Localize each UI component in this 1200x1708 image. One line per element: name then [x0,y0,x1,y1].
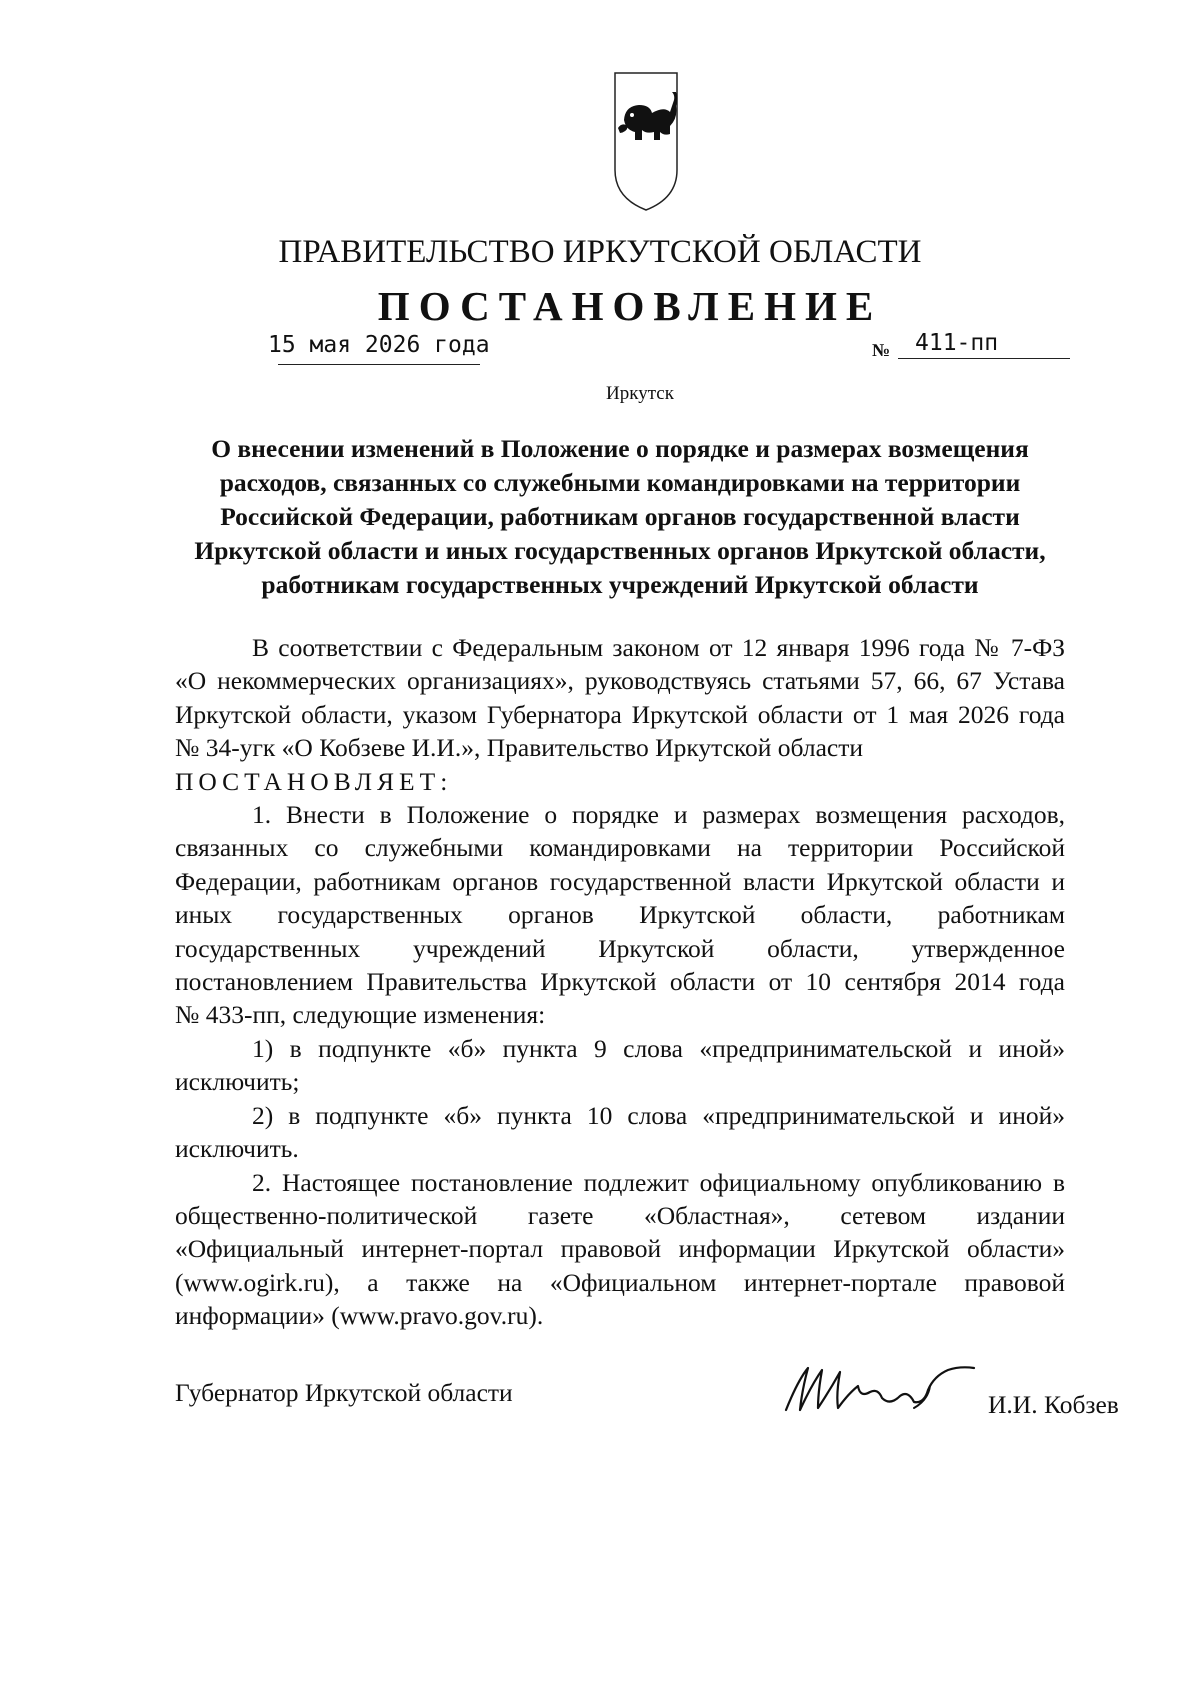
item1-line: государственных учреждений Иркутской области, утвержденное [175,933,1065,963]
subitem1-line: исключить; [175,1067,300,1097]
title-line: расходов, связанных со служебными командировками на территории [219,468,1021,497]
preamble-line: «О некоммерческих организациях», руководствуясь статьями 57, 66, 67 Устава [175,666,1065,696]
item1-line: связанных со служебными командировками на территории Российской [175,833,1065,863]
decree-word: ПОСТАНОВЛЯЕТ: [175,766,453,796]
item1-line: Федерации, работникам органов государственной власти Иркутской области и [175,866,1065,896]
subitem1-line: 1) в подпункте «б» пункта 9 слова «предпринимательской и иной» [252,1033,1065,1063]
organization-name: ПРАВИТЕЛЬСТВО ИРКУТСКОЙ ОБЛАСТИ [278,234,922,270]
item2-line: информации» (www.pravo.gov.ru). [175,1301,544,1331]
subitem2-line: 2) в подпункте «б» пункта 10 слова «предпринимательской и иной» [252,1100,1065,1130]
item2-line: общественно-политической газете «Областная», сетевом издании [175,1200,1065,1230]
item2-line: 2. Настоящее постановление подлежит официальному опубликованию в [252,1167,1065,1197]
title-line: О внесении изменений в Положение о порядке и размерах возмещения [211,434,1029,463]
title-line: работникам государственных учреждений Иркутской области [261,570,979,599]
signatory-name: И.И. Кобзев [988,1390,1119,1419]
document-date: 15 мая 2026 года [268,332,490,358]
city-name: Иркутск [606,383,674,404]
preamble-line: В соответствии с Федеральным законом от 12 января 1996 года № 7-ФЗ [252,633,1065,662]
subitem2-line: исключить. [175,1134,299,1164]
number-sign: № [872,340,891,360]
document-title [180,432,1060,602]
signatory-position: Губернатор Иркутской области [175,1378,513,1407]
handwritten-signature [778,1350,978,1420]
title-line: Российской Федерации, работникам органов государственной власти [220,502,1020,531]
item1-line: иных государственных органов Иркутской области, работникам [175,900,1065,930]
preamble-line: № 34-угк «О Кобзеве И.И.», Правительство Иркутской области [175,733,863,763]
item1-line: № 433-пп, следующие изменения: [175,1000,546,1030]
item1-line: постановлением Правительства Иркутской области от 10 сентября 2014 года [175,967,1065,997]
number-underline [898,358,1070,359]
date-underline [278,364,480,365]
item2-line: (www.ogirk.ru), а также на «Официальном интернет-портале правовой [175,1267,1065,1297]
document-type: ПОСТАНОВЛЕНИЕ [377,283,883,329]
title-line: Иркутской области и иных государственных органов Иркутской области, [194,536,1046,565]
item2-line: «Официальный интернет-портал правовой информации Иркутской области» [175,1234,1065,1264]
document-number: 411-пп [915,330,999,356]
document-body [175,631,1065,1333]
item1-line: 1. Внести в Положение о порядке и размерах возмещения расходов, [252,800,1065,830]
coat-of-arms-icon [612,70,680,212]
preamble-line: Иркутской области, указом Губернатора Иркутской области от 1 мая 2026 года [175,699,1065,729]
